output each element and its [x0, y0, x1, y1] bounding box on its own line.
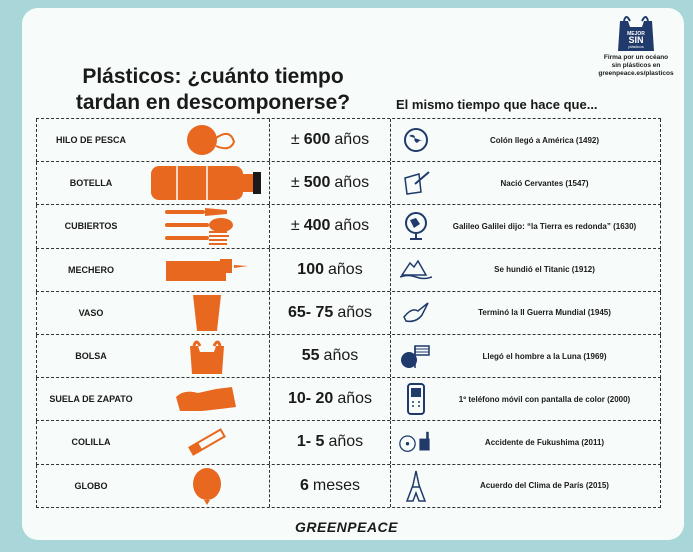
item-label: COLILLA — [71, 437, 111, 448]
item-label: MECHERO — [67, 264, 114, 275]
time-unit: años — [323, 347, 359, 365]
decomposition-time — [270, 421, 390, 463]
historical-event: Llegó el hombre a la Luna (1969) — [482, 351, 607, 361]
decomposition-time — [270, 465, 390, 507]
decomposition-time — [270, 378, 390, 420]
boot-icon — [145, 378, 269, 420]
time-number: 1- 5 — [296, 433, 325, 451]
time-number: 6 — [299, 476, 309, 494]
lighter-icon — [145, 249, 269, 291]
badge-line-2: sin plásticos en — [611, 62, 661, 69]
historical-event: Terminó la II Guerra Mundial (1945) — [478, 308, 611, 318]
historical-event: Se hundió el Titanic (1912) — [494, 265, 595, 275]
historical-event: Galileo Galilei dijo: “la Tierra es redonda” (1630) — [452, 221, 637, 231]
table-row — [36, 162, 661, 205]
title-line-1: Plásticos: ¿cuánto tiempo — [82, 65, 344, 88]
decomposition-time — [270, 292, 390, 334]
time-number: 600 — [303, 131, 331, 149]
decomposition-time — [270, 162, 390, 204]
badge-link[interactable]: greenpeace.es/plasticos — [598, 70, 674, 77]
balloon-icon — [145, 465, 269, 507]
badge-line-1: Firma por un océano — [603, 54, 669, 61]
cigarette-icon — [145, 421, 269, 463]
globe-icon — [399, 119, 433, 161]
time-number: 55 — [301, 347, 320, 365]
fishing-line-icon — [145, 119, 269, 161]
table-row — [36, 119, 661, 162]
time-number: 65- 75 — [287, 303, 334, 321]
bottle-icon — [145, 162, 269, 204]
column-divider — [390, 465, 391, 507]
item-label: VASO — [78, 307, 104, 318]
time-number: 100 — [297, 260, 324, 278]
eiffel-tower-icon — [399, 465, 433, 507]
plastic-bag-logo-icon — [614, 13, 658, 53]
approx-sign: ± — [290, 217, 300, 235]
table-row — [36, 292, 661, 335]
time-unit: años — [328, 260, 363, 278]
time-unit: meses — [312, 476, 361, 494]
badge-word-1: MEJOR — [627, 31, 645, 37]
decomposition-time — [270, 205, 390, 247]
campaign-badge[interactable] — [594, 13, 678, 78]
time-unit: años — [337, 303, 373, 321]
terrestrial-globe-icon — [399, 205, 433, 247]
column-divider — [390, 162, 391, 204]
decomposition-table — [36, 118, 661, 508]
historical-event: 1º teléfono móvil con pantalla de color (2000) — [458, 394, 631, 404]
badge-word-3: plásticos — [628, 44, 644, 49]
table-row — [36, 249, 661, 292]
item-label: SUELA DE ZAPATO — [49, 394, 133, 405]
table-row — [36, 378, 661, 421]
radiation-icon — [399, 421, 433, 463]
item-label: HILO DE PESCA — [55, 135, 126, 146]
table-row — [36, 335, 661, 378]
column-divider — [390, 335, 391, 377]
column-divider — [390, 205, 391, 247]
cup-icon — [145, 292, 269, 334]
mobile-phone-icon — [399, 378, 433, 420]
decomposition-time — [270, 119, 390, 161]
column-divider — [390, 378, 391, 420]
cutlery-icon — [145, 205, 269, 247]
column-divider — [390, 119, 391, 161]
item-label: BOLSA — [75, 351, 107, 362]
moon-flag-icon — [399, 335, 433, 377]
time-unit: años — [337, 390, 373, 408]
quill-paper-icon — [399, 162, 433, 204]
page-title — [48, 64, 378, 116]
approx-sign: ± — [290, 174, 300, 192]
time-number: 500 — [303, 174, 331, 192]
historical-event: Accidente de Fukushima (2011) — [484, 437, 605, 447]
column-divider — [390, 421, 391, 463]
approx-sign: ± — [290, 131, 300, 149]
badge-word-2: SIN — [628, 35, 644, 45]
item-label: BOTELLA — [69, 178, 113, 189]
decomposition-time — [270, 249, 390, 291]
column-divider — [390, 292, 391, 334]
historical-event: Acuerdo del Clima de París (2015) — [480, 481, 609, 491]
time-unit: años — [334, 174, 370, 192]
dove-icon — [399, 292, 433, 334]
table-row — [36, 465, 661, 508]
table-row — [36, 421, 661, 464]
historical-event: Colón llegó a América (1492) — [489, 135, 600, 145]
time-unit: años — [334, 217, 370, 235]
footer-logo: GREENPEACE — [294, 519, 399, 535]
column-divider — [390, 249, 391, 291]
item-label: CUBIERTOS — [64, 221, 118, 232]
time-number: 10- 20 — [287, 390, 334, 408]
bag-icon — [145, 335, 269, 377]
historical-event: Nació Cervantes (1547) — [500, 178, 589, 188]
time-unit: años — [334, 131, 370, 149]
item-label: GLOBO — [74, 480, 108, 491]
title-line-2: tardan en descomponerse? — [75, 91, 351, 114]
subtitle: El mismo tiempo que hace que... — [396, 97, 598, 112]
time-number: 400 — [303, 217, 331, 235]
decomposition-time — [270, 335, 390, 377]
table-row — [36, 205, 661, 248]
time-unit: años — [328, 433, 364, 451]
iceberg-icon — [399, 249, 433, 291]
